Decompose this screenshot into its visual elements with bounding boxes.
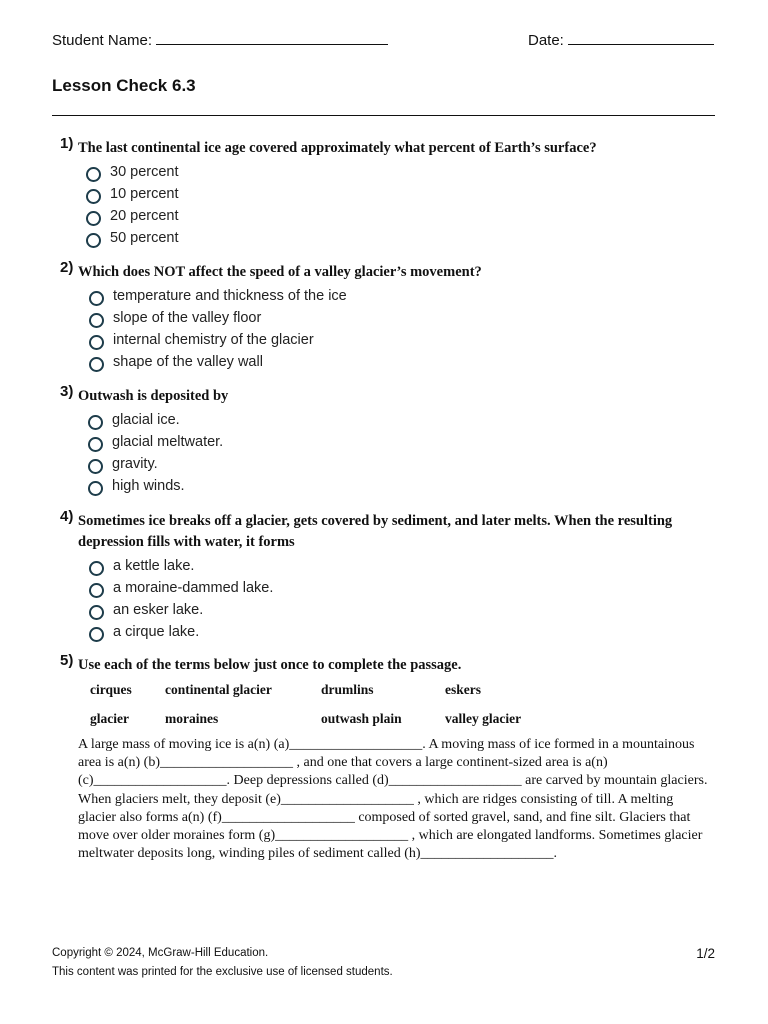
question-text: Which does NOT affect the speed of a valley glacier’s movement?: [78, 264, 482, 280]
option-label: an esker lake.: [113, 602, 204, 618]
date-line[interactable]: [568, 30, 714, 45]
question-1: [60, 135, 718, 249]
question-text: The last continental ice age covered approximately what percent of Earth’s surface?: [78, 140, 597, 156]
radio-button[interactable]: [89, 291, 104, 306]
answer-options: [88, 409, 718, 497]
answer-option[interactable]: [88, 475, 718, 497]
word-bank-term: valley glacier: [445, 711, 522, 726]
answer-option[interactable]: [89, 285, 718, 307]
question-number: 5): [60, 652, 74, 669]
question-number: 1): [60, 135, 74, 152]
word-bank-term: continental glacier: [165, 682, 272, 697]
option-label: high winds.: [112, 478, 185, 494]
word-bank-term: glacier: [90, 711, 129, 726]
radio-button[interactable]: [89, 561, 104, 576]
answer-option[interactable]: [88, 453, 718, 475]
radio-button[interactable]: [89, 583, 104, 598]
word-bank-term: moraines: [165, 711, 219, 726]
option-label: glacial meltwater.: [112, 434, 224, 450]
answer-option[interactable]: [88, 431, 718, 453]
word-bank-term: outwash plain: [321, 711, 402, 726]
answer-option[interactable]: [89, 307, 718, 329]
answer-option[interactable]: [86, 183, 718, 205]
title-divider: [52, 115, 715, 116]
radio-button[interactable]: [89, 357, 104, 372]
radio-button[interactable]: [86, 189, 101, 204]
answer-option[interactable]: [88, 409, 718, 431]
option-label: gravity.: [112, 456, 158, 472]
answer-options: [89, 555, 718, 643]
option-label: shape of the valley wall: [113, 354, 263, 370]
word-bank-term: eskers: [445, 682, 481, 697]
copyright-text: Copyright © 2024, McGraw-Hill Education.: [52, 947, 269, 959]
radio-button[interactable]: [88, 437, 103, 452]
student-name-field: [52, 30, 388, 49]
fill-in-passage[interactable]: A large mass of moving ice is a(n) (a)___________________. A moving mass of ice formed in a mountainous area is a(n) (b)___________________ , and one that covers a large continent-sized area is a(n) (c)___________________. Deep depressions called (d)___________________ are carved by mountain glaciers. When glaciers melt, they deposit (e)___________________ , which are ridges consisting of till. A melting glacier also forms a(n) (f)___________________ composed of sorted gravel, sand, and fine silt. Glaciers that move over older moraines form (g)___________________ , which are elongated landforms. Sometimes glacier meltwater deposits long, winding piles of sediment called (h)___________________.: [78, 737, 708, 862]
option-label: 50 percent: [110, 230, 179, 246]
question-4: [60, 508, 718, 643]
option-label: a cirque lake.: [113, 624, 200, 640]
page-number: 1/2: [696, 946, 715, 961]
date-label: Date:: [528, 32, 564, 49]
option-label: a kettle lake.: [113, 558, 195, 574]
answer-option[interactable]: [89, 555, 718, 577]
option-label: internal chemistry of the glacier: [113, 332, 314, 348]
option-label: temperature and thickness of the ice: [113, 288, 347, 304]
question-text: Sometimes ice breaks off a glacier, gets covered by sediment, and later melts. When the resulting depression fills with water, it forms: [78, 513, 673, 550]
option-label: 20 percent: [110, 208, 179, 224]
page-title: Lesson Check 6.3: [52, 76, 196, 95]
answer-option[interactable]: [89, 599, 718, 621]
student-name-label: Student Name:: [52, 32, 153, 49]
radio-button[interactable]: [89, 627, 104, 642]
radio-button[interactable]: [89, 313, 104, 328]
answer-option[interactable]: [89, 577, 718, 599]
radio-button[interactable]: [88, 415, 103, 430]
question-number: 4): [60, 508, 74, 525]
question-text: Outwash is deposited by: [78, 388, 229, 404]
question-5: [60, 652, 718, 863]
radio-button[interactable]: [86, 233, 101, 248]
option-label: slope of the valley floor: [113, 310, 262, 326]
date-field: [528, 30, 714, 49]
option-label: glacial ice.: [112, 412, 180, 428]
answer-options: [86, 161, 718, 249]
answer-option[interactable]: [89, 351, 718, 373]
radio-button[interactable]: [88, 481, 103, 496]
radio-button[interactable]: [88, 459, 103, 474]
answer-options: [89, 285, 718, 373]
word-bank: [90, 682, 718, 740]
answer-option[interactable]: [89, 329, 718, 351]
answer-option[interactable]: [86, 227, 718, 249]
license-notice: This content was printed for the exclusive use of licensed students.: [52, 966, 393, 978]
question-number: 3): [60, 383, 74, 400]
question-2: [60, 259, 718, 373]
option-label: 10 percent: [110, 186, 179, 202]
answer-option[interactable]: [89, 621, 718, 643]
answer-option[interactable]: [86, 205, 718, 227]
word-bank-row: [90, 682, 718, 711]
radio-button[interactable]: [89, 335, 104, 350]
radio-button[interactable]: [89, 605, 104, 620]
option-label: a moraine-dammed lake.: [113, 580, 274, 596]
student-name-line[interactable]: [156, 30, 388, 45]
radio-button[interactable]: [86, 211, 101, 226]
question-3: [60, 383, 718, 497]
question-text: Use each of the terms below just once to complete the passage.: [78, 657, 462, 673]
word-bank-term: drumlins: [321, 682, 374, 697]
option-label: 30 percent: [110, 164, 179, 180]
question-number: 2): [60, 259, 74, 276]
radio-button[interactable]: [86, 167, 101, 182]
answer-option[interactable]: [86, 161, 718, 183]
word-bank-term: cirques: [90, 682, 132, 697]
